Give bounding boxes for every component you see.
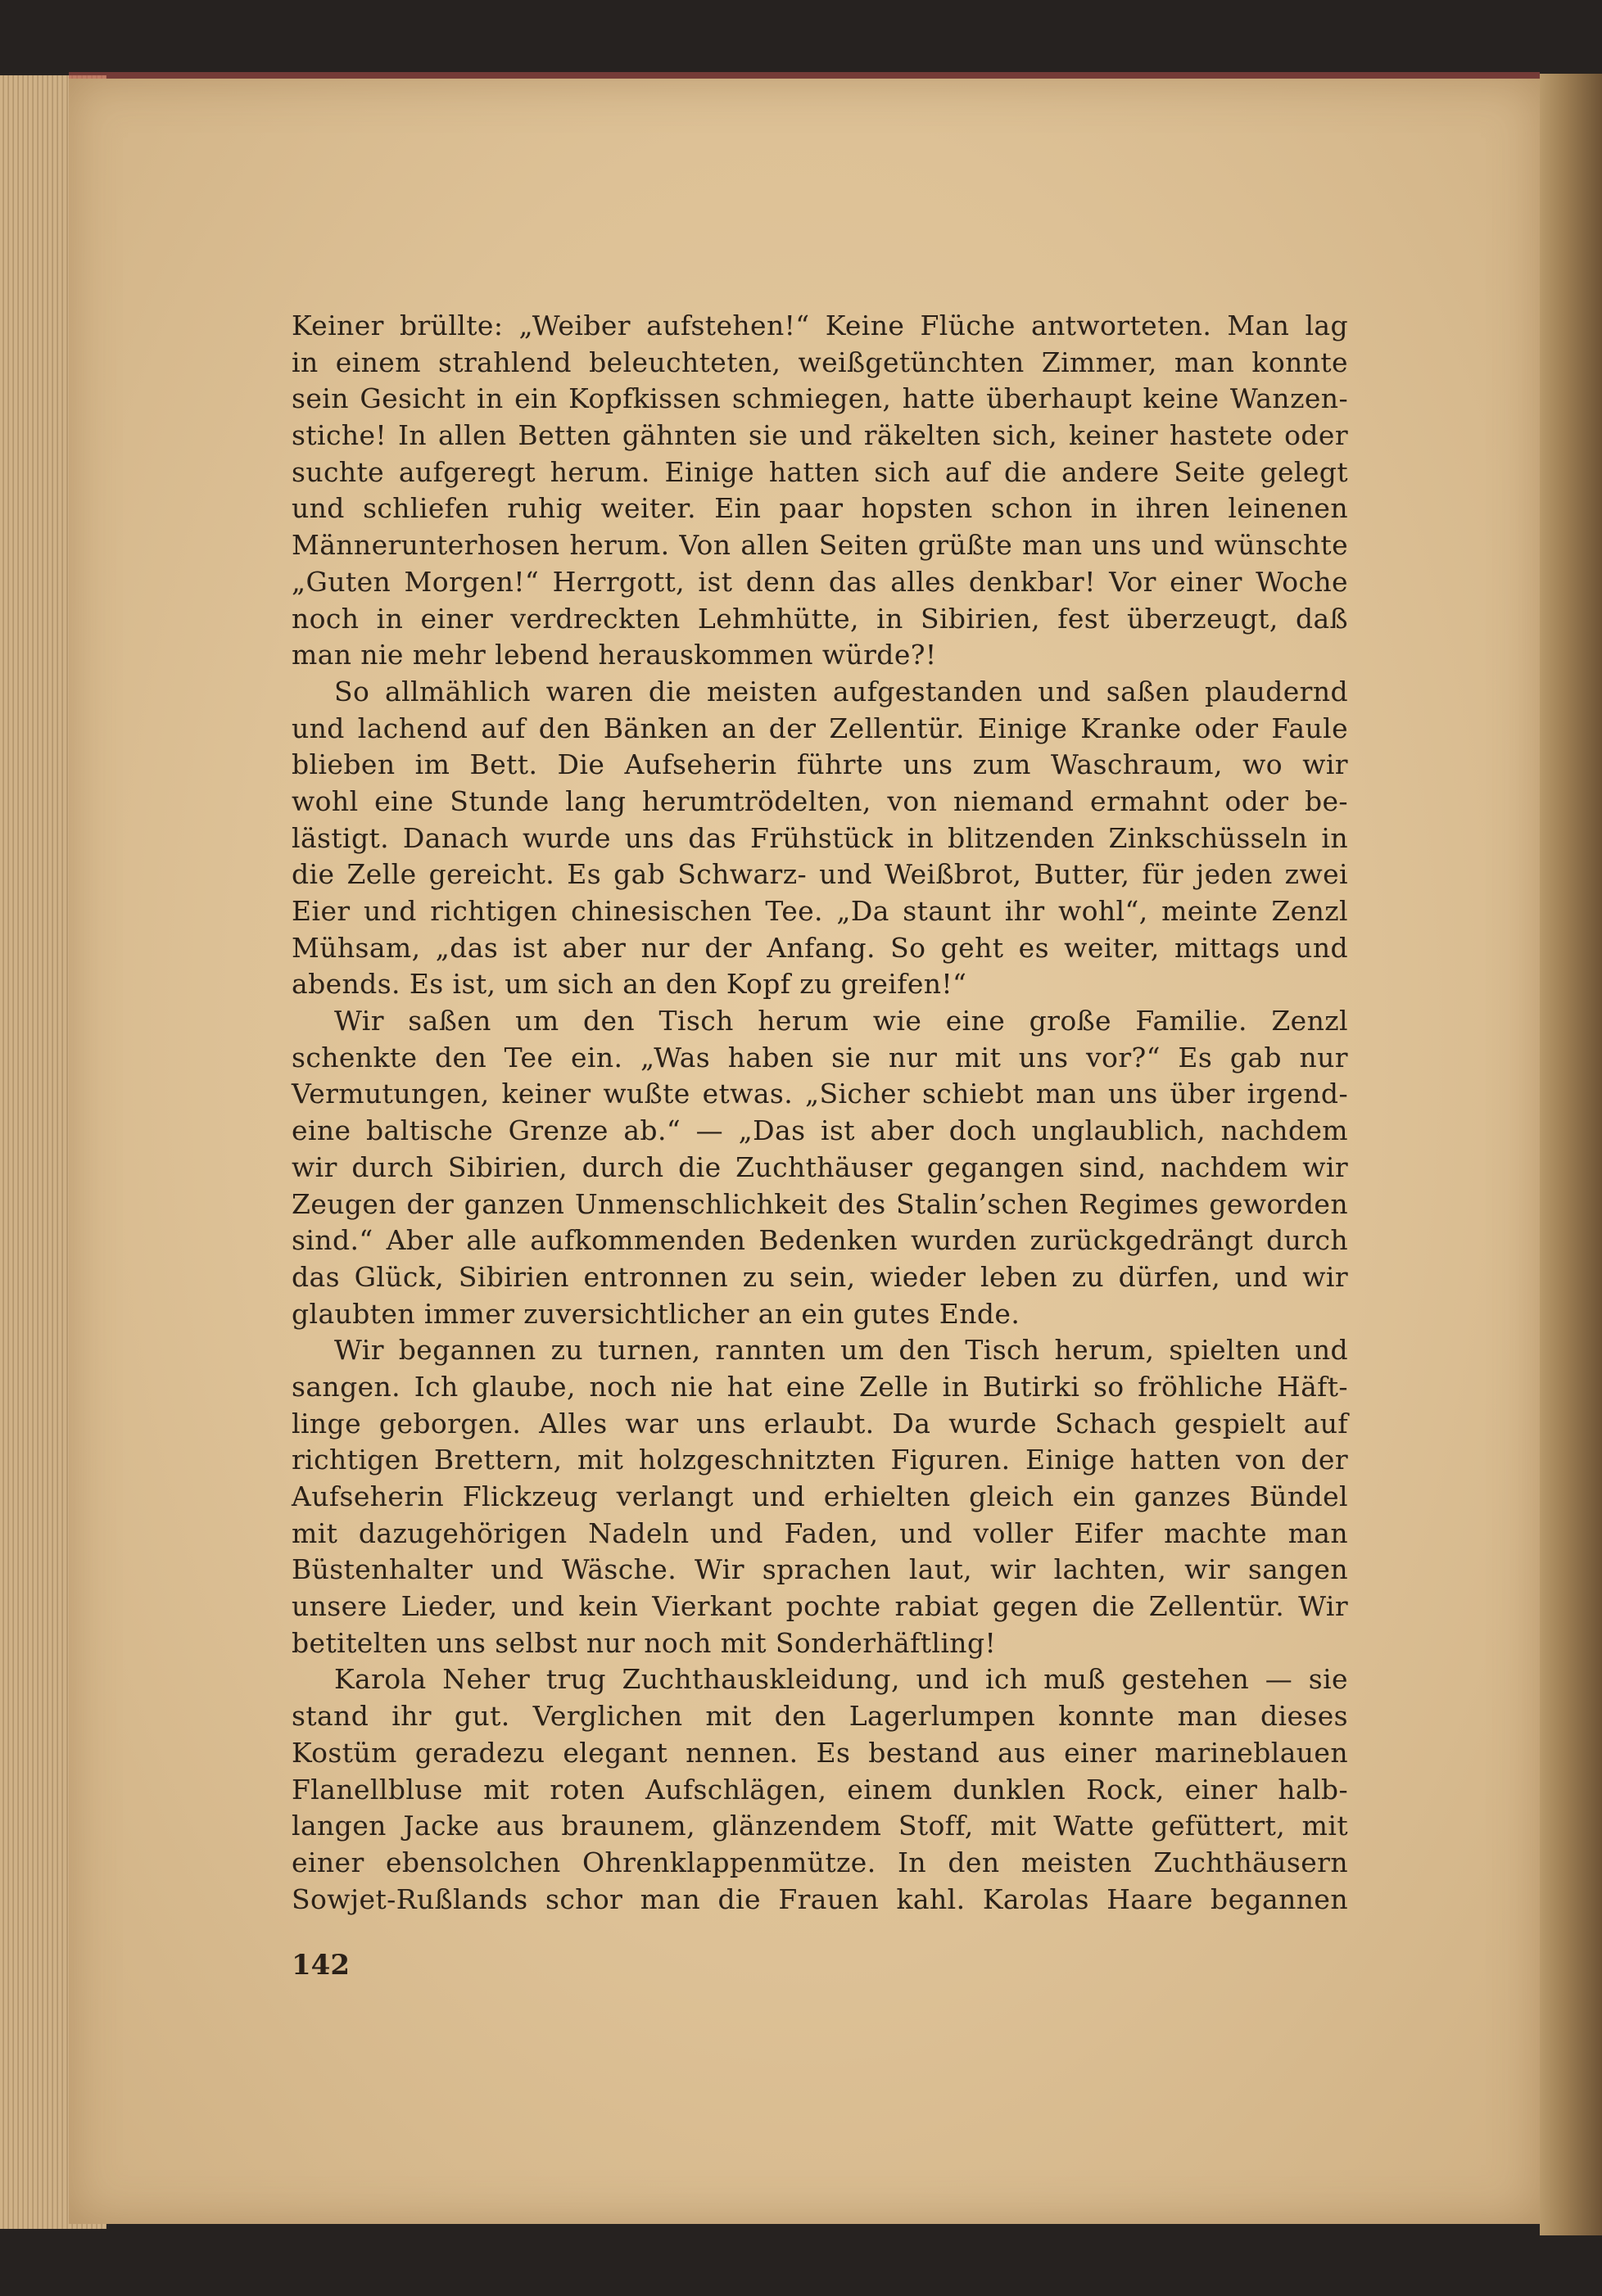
text-line: das Glück, Sibirien entronnen zu sein, wieder leben zu dürfen, und wir	[292, 1260, 1348, 1293]
text-line: Wir begannen zu turnen, rannten um den Tisch herum, spielten und	[334, 1334, 1348, 1367]
text-line: glaubten immer zuversichtlicher an ein gutes Ende.	[292, 1297, 1020, 1330]
text-line: noch in einer verdreckten Lehmhütte, in Sibirien, fest überzeugt, daß	[292, 602, 1348, 635]
text-line: in einem strahlend beleuchteten, weißgetünchten Zimmer, man konnte	[292, 346, 1348, 378]
text-line: richtigen Brettern, mit holzgeschnitzten Figuren. Einige hatten von der	[292, 1444, 1348, 1476]
text-line: eine baltische Grenze ab.“ — „Das ist aber doch unglaublich, nachdem	[292, 1114, 1348, 1147]
text-line: lästigt. Danach wurde uns das Frühstück in blitzenden Zinkschüsseln in	[292, 821, 1348, 854]
text-line: schenkte den Tee ein. „Was haben sie nur mit uns vor?“ Es gab nur	[292, 1041, 1348, 1073]
text-line: linge geborgen. Alles war uns erlaubt. Da wurde Schach gespielt auf	[292, 1407, 1348, 1440]
text-line: Flanellbluse mit roten Aufschlägen, einem dunklen Rock, einer halb-	[292, 1773, 1348, 1806]
text-line: Büstenhalter und Wäsche. Wir sprachen laut, wir lachten, wir sangen	[292, 1553, 1348, 1586]
text-line: und schliefen ruhig weiter. Ein paar hopsten schon in ihren leinenen	[292, 492, 1348, 525]
text-line: langen Jacke aus braunem, glänzendem Stoff, mit Watte gefüttert, mit	[292, 1810, 1348, 1842]
text-line: Karola Neher trug Zuchthauskleidung, und ich muß gestehen — sie	[334, 1663, 1348, 1696]
text-line: „Guten Morgen!“ Herrgott, ist denn das alles denkbar! Vor einer Woche	[292, 565, 1348, 598]
text-line: stand ihr gut. Verglichen mit den Lagerlumpen konnte man dieses	[292, 1700, 1348, 1733]
text-line: So allmählich waren die meisten aufgestanden und saßen plaudernd	[334, 675, 1348, 707]
text-line: Keiner brüllte: „Weiber aufstehen!“ Keine Flüche antworteten. Man lag	[292, 310, 1348, 341]
text-line: einer ebensolchen Ohrenklappenmütze. In den meisten Zuchthäusern	[292, 1846, 1348, 1878]
text-line: wir durch Sibirien, durch die Zuchthäuser gegangen sind, nachdem wir	[292, 1150, 1348, 1183]
text-line: suchte aufgeregt herum. Einige hatten sich auf die andere Seite gelegt	[292, 455, 1348, 488]
text-line: abends. Es ist, um sich an den Kopf zu greifen!“	[292, 968, 967, 1001]
text-line: sind.“ Aber alle aufkommenden Bedenken wurden zurückgedrängt durch	[292, 1224, 1348, 1257]
text-line: die Zelle gereicht. Es gab Schwarz- und Weißbrot, Butter, für jeden zwei	[292, 858, 1348, 891]
text-line: sein Gesicht in ein Kopfkissen schmiegen, hatte überhaupt keine Wanzen-	[292, 382, 1348, 415]
text-line: Eier und richtigen chinesischen Tee. „Da staunt ihr wohl“, meinte Zenzl	[292, 895, 1348, 927]
text-line: unsere Lieder, und kein Vierkant pochte rabiat gegen die Zellentür. Wir	[292, 1590, 1348, 1623]
text-line: Mühsam, „das ist aber nur der Anfang. So geht es weiter, mittags und	[292, 931, 1348, 964]
text-line: und lachend auf den Bänken an der Zellentür. Einige Kranke oder Faule	[292, 712, 1348, 744]
page-number: 142	[292, 1949, 350, 1982]
text-line: Aufseherin Flickzeug verlangt und erhielten gleich ein ganzes Bündel	[292, 1480, 1348, 1512]
book-cover-edge	[1540, 74, 1602, 2235]
text-line: Kostüm geradezu elegant nennen. Es bestand aus einer marineblauen	[292, 1736, 1348, 1769]
text-line: man nie mehr lebend herauskommen würde?!	[292, 639, 937, 671]
text-line: Vermutungen, keiner wußte etwas. „Sicher schiebt man uns über irgend-	[292, 1078, 1348, 1110]
body-text	[292, 308, 1348, 1918]
text-line: Sowjet-Rußlands schor man die Frauen kahl. Karolas Haare begannen	[292, 1882, 1348, 1915]
text-line: blieben im Bett. Die Aufseherin führte uns zum Waschraum, wo wir	[292, 748, 1348, 781]
text-line: Zeugen der ganzen Unmenschlichkeit des Stalin’schen Regimes geworden	[292, 1187, 1348, 1220]
text-line: mit dazugehörigen Nadeln und Faden, und voller Eifer machte man	[292, 1516, 1348, 1549]
text-line: stiche! In allen Betten gähnten sie und räkelten sich, keiner hastete oder	[292, 419, 1348, 452]
text-line: betitelten uns selbst nur noch mit Sonderhäftling!	[292, 1626, 997, 1659]
text-line: Wir saßen um den Tisch herum wie eine große Familie. Zenzl	[334, 1005, 1348, 1037]
text-line: wohl eine Stunde lang herumtrödelten, von niemand ermahnt oder be-	[292, 784, 1348, 817]
text-line: sangen. Ich glaube, noch nie hat eine Zelle in Butirki so fröhliche Häft-	[292, 1370, 1348, 1403]
text-line: Männerunterhosen herum. Von allen Seiten grüßte man uns und wünschte	[292, 529, 1348, 562]
